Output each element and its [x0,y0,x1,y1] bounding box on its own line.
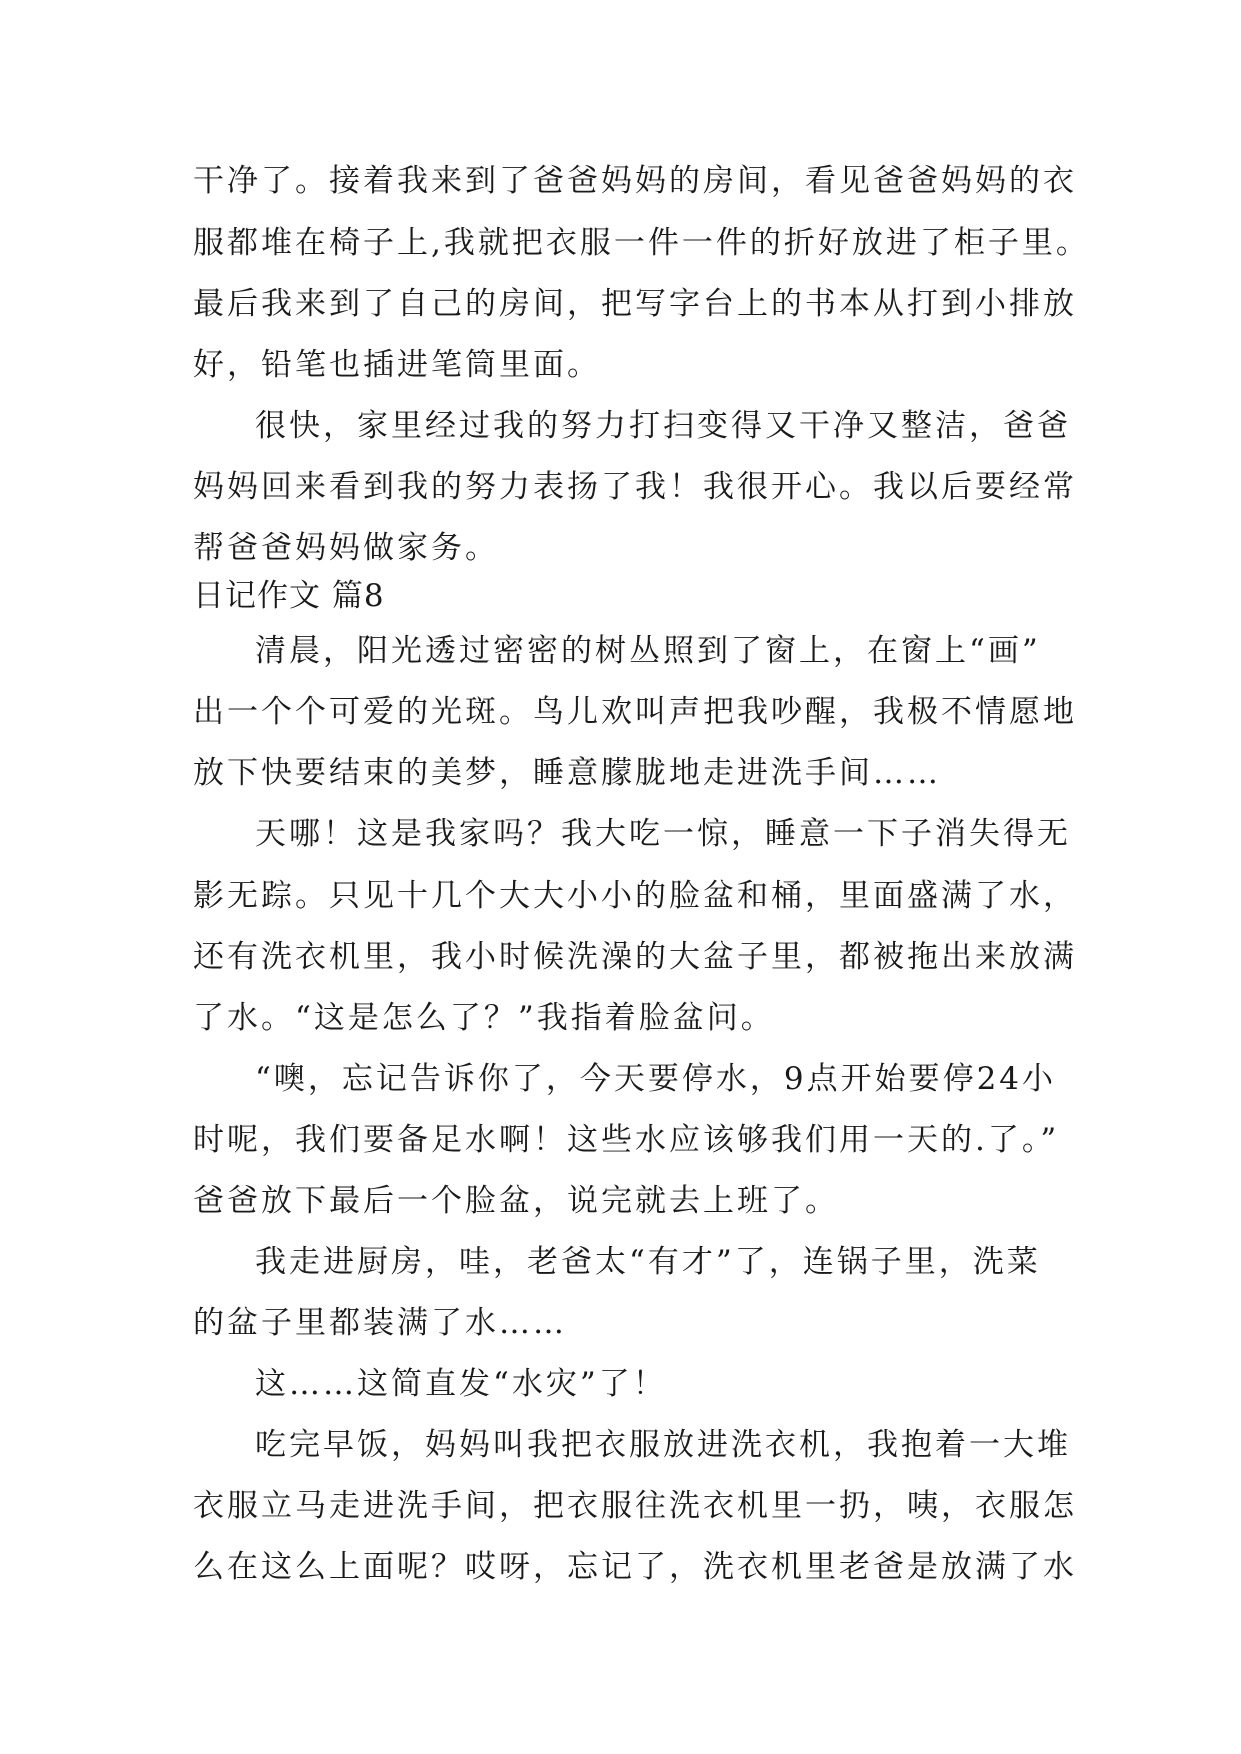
text-line: 最后我来到了自己的房间，把写字台上的书本从打到小排放 [193,286,1077,322]
paragraph-start-line: 天哪！这是我家吗？我大吃一惊，睡意一下子消失得无 [255,816,1071,852]
text-line: 还有洗衣机里，我小时候洗澡的大盆子里，都被拖出来放满 [193,939,1077,975]
text-line: 妈妈回来看到我的努力表扬了我！我很开心。我以后要经常 [193,469,1077,505]
text-line: 服都堆在椅子上,我就把衣服一件一件的折好放进了柜子里。 [193,225,1090,261]
paragraph-start-line: “噢，忘记告诉你了，今天要停水，9点开始要停24小 [255,1061,1057,1097]
text-line: 放下快要结束的美梦，睡意朦胧地走进洗手间…… [193,755,941,791]
text-line: 衣服立马走进洗手间，把衣服往洗衣机里一扔，咦，衣服怎 [193,1488,1077,1524]
text-line: 了水。“这是怎么了？”我指着脸盆问。 [193,1000,775,1036]
text-line: 影无踪。只见十几个大大小小的脸盆和桶，里面盛满了水， [193,878,1077,914]
text-line: 么在这么上面呢？哎呀，忘记了，洗衣机里老爸是放满了水 [193,1549,1077,1585]
paragraph-start-line: 吃完早饭，妈妈叫我把衣服放进洗衣机，我抱着一大堆 [255,1427,1071,1463]
paragraph-start-line: 这……这简直发“水灾”了！ [255,1366,667,1402]
text-line: 好，铅笔也插进笔筒里面。 [193,347,601,383]
text-line: 出一个个可爱的光斑。鸟儿欢叫声把我吵醒，我极不情愿地 [193,694,1077,730]
text-line: 时呢，我们要备足水啊！这些水应该够我们用一天的.了。” [193,1122,1060,1158]
paragraph-start-line: 我走进厨房，哇，老爸太“有才”了，连锅子里，洗菜 [255,1244,1041,1280]
paragraph-start-line: 清晨，阳光透过密密的树丛照到了窗上，在窗上“画” [255,633,1041,669]
text-line: 帮爸爸妈妈做家务。 [193,530,499,566]
section-heading: 日记作文 篇8 [193,578,385,614]
text-line: 的盆子里都装满了水…… [193,1305,567,1341]
text-line: 干净了。接着我来到了爸爸妈妈的房间，看见爸爸妈妈的衣 [193,163,1077,199]
text-line: 爸爸放下最后一个脸盆，说完就去上班了。 [193,1183,839,1219]
paragraph-start-line: 很快，家里经过我的努力打扫变得又干净又整洁，爸爸 [255,408,1071,444]
